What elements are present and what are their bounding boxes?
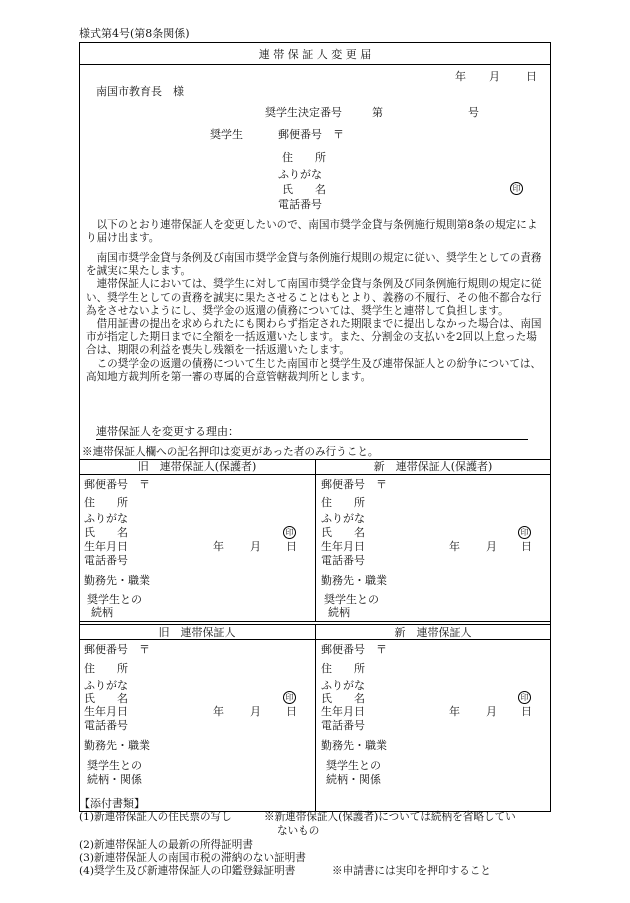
- pledge-3: 借用証書の提出を求められたにも関わらず指定された期限までに提出しなかった場合は、南国市が指定した期日までに全額を一括返還いたします。また、分割金の支払いを2回以上怠った場合は、期限の利益を喪失し残額を一括返還いたします。: [86, 318, 542, 357]
- s2-old-birth-year: 年: [213, 705, 224, 718]
- pledge-1: 南国市奨学金貸与条例及び南国市奨学金貸与条例施行規則の規定に従い、奨学生としての責務を誠実に果たします。: [86, 252, 542, 278]
- s1-old-seal-icon: 印: [283, 526, 296, 539]
- s1-old-address[interactable]: 住 所: [84, 496, 128, 509]
- s2-old-name[interactable]: 氏 名: [84, 692, 128, 705]
- s1-old-postal[interactable]: 郵便番号 〒: [84, 478, 150, 491]
- s2-new-relation-1: 奨学生との: [326, 759, 381, 772]
- title-divider: [79, 64, 551, 65]
- s1-new-relation-2[interactable]: 続柄: [328, 606, 350, 619]
- decision-number-go: 号: [468, 106, 479, 119]
- student-postal-field[interactable]: 郵便番号 〒: [278, 128, 344, 141]
- decision-number-dai: 第: [372, 106, 383, 119]
- pledge-4: この奨学金の返還の債務について生じた南国市と奨学生及び連帯保証人との紛争については、高知地方裁判所を第一審の専属的合意管轄裁判所とします。: [86, 357, 542, 383]
- s1-old-work[interactable]: 勤務先・職業: [84, 574, 150, 587]
- s2-new-birth[interactable]: 生年月日: [321, 705, 365, 718]
- s1-old-phone[interactable]: 電話番号: [84, 554, 128, 567]
- attachment-item-4: (4)奨学生及び新連帯保証人の印鑑登録証明書: [79, 865, 296, 877]
- s1-old-name[interactable]: 氏 名: [84, 526, 128, 539]
- s2-new-birth-month: 月: [486, 705, 497, 718]
- s2-old-phone[interactable]: 電話番号: [84, 719, 128, 732]
- attachment-item-1-note-cont: ないもの: [277, 825, 320, 837]
- s1-old-birth[interactable]: 生年月日: [84, 540, 128, 553]
- s2-new-relation-2[interactable]: 続柄・関係: [326, 773, 381, 786]
- s1-new-phone[interactable]: 電話番号: [321, 554, 365, 567]
- s2-new-birth-day: 日: [521, 705, 532, 718]
- section-separator-1: [79, 621, 551, 622]
- student-furigana-field[interactable]: ふりがな: [278, 168, 322, 181]
- change-reason-label: 連帯保証人を変更する理由：: [96, 425, 239, 438]
- s1-old-birth-month: 月: [250, 540, 261, 553]
- s2-new-name[interactable]: 氏 名: [321, 692, 365, 705]
- pledge-block: [86, 252, 546, 384]
- change-reason-line[interactable]: [96, 439, 528, 440]
- form-number-label: 様式第4号(第8条関係): [79, 27, 190, 40]
- attachment-item-4-note: ※申請書には実印を押印すること: [332, 865, 491, 877]
- date-year: 年: [455, 70, 466, 83]
- s1-new-seal-icon: 印: [518, 526, 531, 539]
- s2-old-birth[interactable]: 生年月日: [84, 705, 128, 718]
- student-seal-icon: 印: [510, 182, 523, 195]
- section1-new-header: 新 連帯保証人(保護者): [373, 460, 493, 473]
- s1-old-birth-year: 年: [213, 540, 224, 553]
- section1-middle-divider: [315, 459, 316, 621]
- s1-new-birth-day: 日: [521, 540, 532, 553]
- attachment-item-3: (3)新連帯保証人の南国市税の滞納のない証明書: [79, 852, 306, 864]
- s1-old-relation-2[interactable]: 続柄: [91, 606, 113, 619]
- s2-old-work[interactable]: 勤務先・職業: [84, 739, 150, 752]
- date-day: 日: [526, 70, 537, 83]
- s2-old-relation-1: 奨学生との: [87, 759, 142, 772]
- s2-old-address[interactable]: 住 所: [84, 662, 128, 675]
- form-title: 連 帯 保 証 人 変 更 届: [258, 48, 372, 61]
- decision-number-label: 奨学生決定番号: [265, 106, 342, 119]
- attachment-item-1: (1)新連帯保証人の住民票の写し: [79, 811, 232, 823]
- guarantor-note: ※連帯保証人欄への記名押印は変更があった者のみ行うこと。: [82, 446, 379, 458]
- s2-old-furigana[interactable]: ふりがな: [84, 679, 128, 692]
- attachments-heading: 【添付書類】: [79, 797, 145, 810]
- intro-paragraph: [86, 219, 546, 245]
- s1-new-relation-1: 奨学生との: [324, 593, 379, 606]
- s1-new-birth-year: 年: [449, 540, 460, 553]
- s1-new-birth-month: 月: [486, 540, 497, 553]
- student-name-field[interactable]: 氏 名: [282, 183, 326, 196]
- s1-new-work[interactable]: 勤務先・職業: [321, 574, 387, 587]
- student-phone-field[interactable]: 電話番号: [278, 198, 322, 211]
- s2-old-birth-month: 月: [250, 705, 261, 718]
- s2-new-address[interactable]: 住 所: [321, 662, 365, 675]
- s1-new-furigana[interactable]: ふりがな: [321, 512, 365, 525]
- s2-old-birth-day: 日: [286, 705, 297, 718]
- section1-old-header: 旧 連帯保証人(保護者): [137, 460, 257, 473]
- s2-new-work[interactable]: 勤務先・職業: [321, 739, 387, 752]
- s1-new-postal[interactable]: 郵便番号 〒: [321, 478, 387, 491]
- s1-old-furigana[interactable]: ふりがな: [84, 512, 128, 525]
- s1-old-relation-1: 奨学生との: [87, 593, 142, 606]
- attachment-item-1-note: ※新連帯保証人(保護者)については続柄を省略してい: [264, 811, 516, 823]
- date-month: 月: [489, 70, 500, 83]
- s2-new-seal-icon: 印: [518, 691, 531, 704]
- student-label: 奨学生: [210, 128, 243, 141]
- s2-new-phone[interactable]: 電話番号: [321, 719, 365, 732]
- s1-old-birth-day: 日: [286, 540, 297, 553]
- s2-old-postal[interactable]: 郵便番号 〒: [84, 643, 150, 656]
- s1-new-address[interactable]: 住 所: [321, 496, 365, 509]
- s2-new-furigana[interactable]: ふりがな: [321, 679, 365, 692]
- s2-old-relation-2[interactable]: 続柄・関係: [87, 773, 142, 786]
- addressee: 南国市教育長 様: [96, 85, 184, 98]
- s2-new-birth-year: 年: [449, 705, 460, 718]
- s1-new-birth[interactable]: 生年月日: [321, 540, 365, 553]
- attachment-item-2: (2)新連帯保証人の最新の所得証明書: [79, 839, 253, 851]
- s2-old-seal-icon: 印: [283, 691, 296, 704]
- section2-old-header: 旧 連帯保証人: [158, 626, 236, 639]
- s1-new-name[interactable]: 氏 名: [321, 526, 365, 539]
- student-address-field[interactable]: 住 所: [282, 151, 326, 164]
- intro-text: 以下のとおり連帯保証人を変更したいので、南国市奨学金貸与条例施行規則第8条の規定により届け出ます。: [86, 219, 538, 245]
- section2-new-header: 新 連帯保証人: [394, 626, 472, 639]
- s2-new-postal[interactable]: 郵便番号 〒: [321, 643, 387, 656]
- section2-middle-divider: [315, 624, 316, 812]
- pledge-2: 連帯保証人においては、奨学生に対して南国市奨学金貸与条例及び同条例施行規則の規定に従い、奨学生としての責務を誠実に果たさせることはもとより、義務の不履行、その他不都合な行為をさせないようにし、奨学金の返還の債務については、奨学生と連帯して負担します。: [86, 278, 542, 317]
